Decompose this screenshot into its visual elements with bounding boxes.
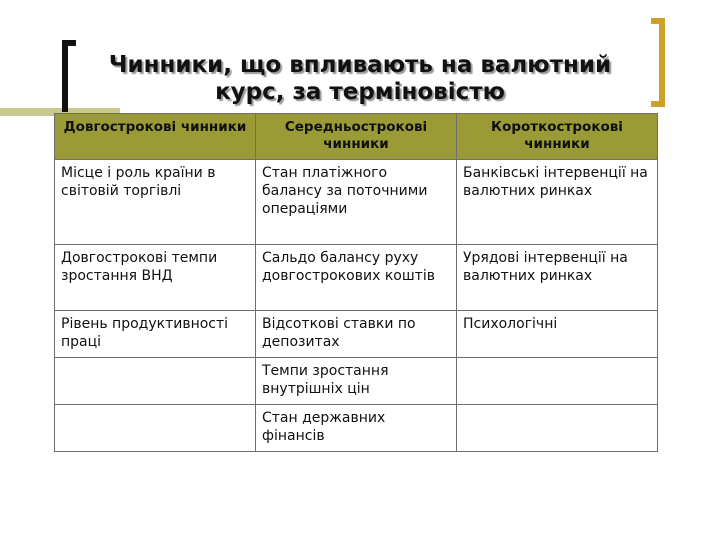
slide-title bbox=[80, 52, 640, 106]
header-medium-term: Середньострокові чинники bbox=[256, 114, 457, 160]
table-header-row bbox=[55, 114, 658, 160]
table-row bbox=[55, 160, 658, 245]
left-bracket-decoration bbox=[62, 40, 76, 112]
table-cell: Довгострокові темпи зростання ВНД bbox=[55, 245, 256, 311]
table-cell: Урядові інтервенції на валютних ринках bbox=[457, 245, 658, 311]
right-bracket-decoration bbox=[651, 18, 665, 107]
table-row bbox=[55, 358, 658, 405]
table-cell: Місце і роль країни в світовій торгівлі bbox=[55, 160, 256, 245]
table-cell bbox=[457, 405, 658, 452]
table-row bbox=[55, 405, 658, 452]
table-cell bbox=[55, 358, 256, 405]
header-short-term: Короткострокові чинники bbox=[457, 114, 658, 160]
table-cell: Сальдо балансу руху довгострокових коштів bbox=[256, 245, 457, 311]
table-cell bbox=[457, 358, 658, 405]
table-cell: Стан платіжного балансу за поточними операціями bbox=[256, 160, 457, 245]
table-cell: Стан державних фінансів bbox=[256, 405, 457, 452]
table-cell bbox=[55, 405, 256, 452]
table-cell: Рівень продуктивності праці bbox=[55, 311, 256, 358]
table-cell: Відсоткові ставки по депозитах bbox=[256, 311, 457, 358]
title-line-1: Чинники, що впливають на валютний bbox=[108, 52, 612, 78]
factors-table bbox=[54, 113, 658, 452]
table-row bbox=[55, 245, 658, 311]
table-cell: Банківські інтервенції на валютних ринках bbox=[457, 160, 658, 245]
table-cell: Темпи зростання внутрішніх цін bbox=[256, 358, 457, 405]
title-line-2: курс, за терміновістю bbox=[215, 79, 505, 105]
header-long-term: Довгострокові чинники bbox=[55, 114, 256, 160]
table-cell: Психологічні bbox=[457, 311, 658, 358]
table-row bbox=[55, 311, 658, 358]
